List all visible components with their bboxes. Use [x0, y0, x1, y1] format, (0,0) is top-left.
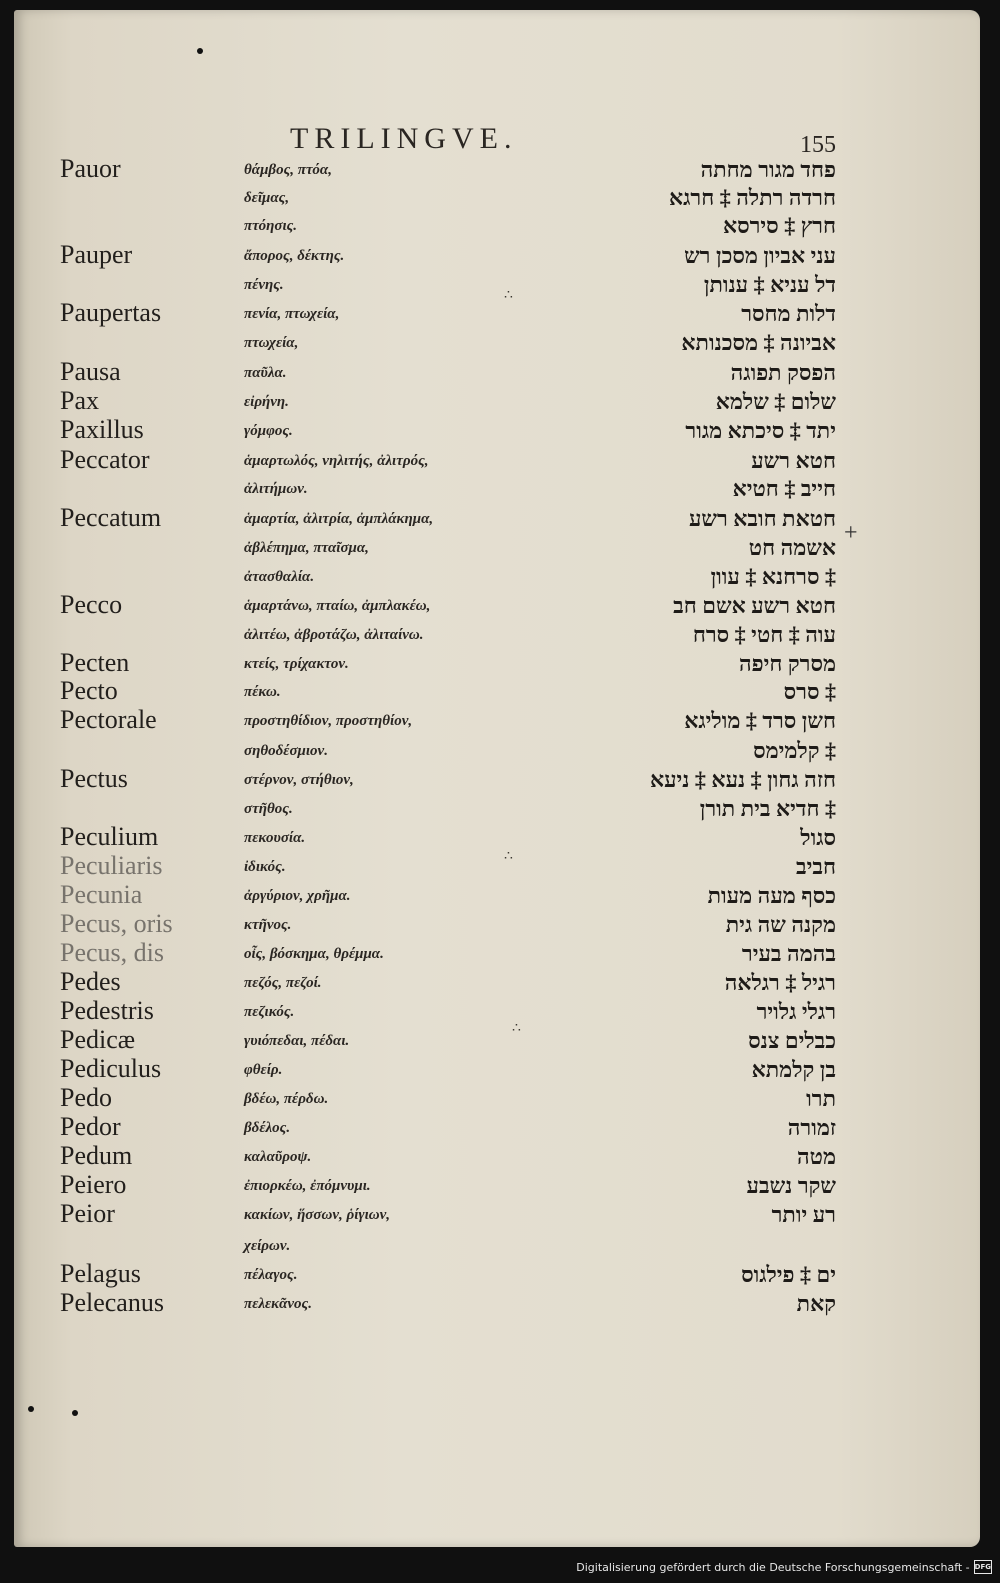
- entry-row: [14, 996, 980, 1030]
- greek-equivalent: ἀλιτήμων.: [244, 481, 308, 497]
- hebrew-equivalent: בן קלמתא: [751, 1057, 836, 1082]
- latin-headword: Pauper: [60, 240, 133, 269]
- entry-row: [14, 331, 980, 361]
- hebrew-equivalent: חזה גחון ‡ נעא ‡ ניעא: [649, 767, 836, 792]
- entry-row: [14, 648, 980, 682]
- ink-spot: [197, 48, 203, 54]
- hebrew-equivalent: תרו: [806, 1086, 836, 1111]
- latin-headword: Peccatum: [60, 503, 162, 532]
- greek-equivalent: κτείς, τρίχακτον.: [244, 656, 349, 672]
- latin-headword: Pelecanus: [60, 1288, 164, 1317]
- greek-equivalent: ἁμαρτάνω, πταίω, ἀμπλακέω,: [244, 598, 431, 614]
- page-number: 155: [800, 132, 836, 158]
- greek-equivalent: ἀργύριον, χρῆμα.: [244, 888, 351, 904]
- greek-equivalent: βδέω, πέρδω.: [244, 1091, 329, 1107]
- greek-equivalent: δεῖμας,: [244, 190, 290, 206]
- hebrew-equivalent: ‡ קלמימס: [753, 738, 836, 763]
- hebrew-equivalent: יתד ‡ סיכתא מגור: [685, 418, 836, 443]
- greek-equivalent: ἰδικός.: [244, 859, 286, 875]
- hebrew-equivalent: רגיל ‡ רגלאה: [724, 970, 836, 995]
- hebrew-equivalent: אביונה ‡ מסכנותא: [681, 330, 836, 355]
- greek-equivalent: παῦλα.: [244, 365, 287, 381]
- entry-row: [14, 1112, 980, 1146]
- greek-equivalent: πεκουσία.: [244, 830, 306, 846]
- entry-row: [14, 623, 980, 653]
- greek-equivalent: πενία, πτωχεία,: [244, 306, 340, 322]
- ink-spot: [28, 1406, 34, 1412]
- latin-headword: Pedum: [60, 1141, 133, 1170]
- greek-equivalent: πεζικός.: [244, 1004, 295, 1020]
- latin-headword: Pelagus: [60, 1259, 141, 1288]
- hebrew-equivalent: חייב ‡ חטיא: [732, 476, 836, 501]
- greek-equivalent: πελεκᾶνος.: [244, 1296, 312, 1312]
- latin-headword: Pecco: [60, 590, 123, 619]
- latin-headword: Pectorale: [60, 705, 157, 734]
- hebrew-equivalent: הפסק תפוגה: [730, 360, 836, 385]
- entry-row: [14, 739, 980, 769]
- entry-row: [14, 938, 980, 972]
- greek-equivalent: πτωχεία,: [244, 335, 299, 351]
- greek-equivalent: ἀβλέπημα, πταῖσμα,: [244, 540, 369, 556]
- greek-equivalent: ἀλιτέω, ἀβροτάζω, ἀλιταίνω.: [244, 627, 424, 643]
- greek-equivalent: θάμβος, πτόα,: [244, 162, 332, 178]
- running-title: TRILINGVE.: [290, 122, 518, 155]
- greek-equivalent: ἄπορος, δέκτης.: [244, 248, 345, 264]
- hebrew-equivalent: רע יותר: [771, 1202, 836, 1227]
- greek-equivalent: σηθοδέσμιον.: [244, 743, 328, 759]
- entry-row: [14, 590, 980, 624]
- entry-row: [14, 240, 980, 274]
- hebrew-equivalent: שקר נשבע: [746, 1173, 836, 1198]
- entry-row: [14, 357, 980, 391]
- ink-spot: [72, 1410, 78, 1416]
- hebrew-equivalent: עני אביון מסכן רש: [684, 243, 836, 268]
- latin-headword: Pausa: [60, 357, 121, 386]
- hebrew-equivalent: דלות מחסר: [741, 301, 836, 326]
- greek-equivalent: πτόησις.: [244, 218, 298, 234]
- hebrew-equivalent: כסף מעה מעות: [707, 883, 836, 908]
- latin-headword: Peiero: [60, 1170, 127, 1199]
- latin-headword: Pedes: [60, 967, 121, 996]
- hebrew-equivalent: זמורה: [787, 1115, 836, 1140]
- latin-headword: Pecus, dis: [60, 938, 164, 967]
- hebrew-equivalent: פחד מגור מחתה: [700, 157, 836, 182]
- greek-equivalent: πένης.: [244, 277, 284, 293]
- greek-equivalent: κακίων, ἥσσων, ῥίγιων,: [244, 1207, 391, 1223]
- greek-equivalent: καλαῦροψ.: [244, 1149, 312, 1165]
- greek-equivalent: ἁμαρτωλός, νηλιτής, ἀλιτρός,: [244, 453, 429, 469]
- hebrew-equivalent: ‡ חדיא בית תורן: [699, 796, 836, 821]
- latin-headword: Pedo: [60, 1083, 112, 1112]
- entry-row: [14, 676, 980, 710]
- footer: [576, 1556, 992, 1578]
- hebrew-equivalent: בהמה בעיר: [741, 941, 836, 966]
- margin-dots-mark: ∴: [512, 1021, 521, 1036]
- entry-row: [14, 298, 980, 332]
- entry-row: [14, 503, 980, 537]
- latin-headword: Pedicæ: [60, 1025, 136, 1054]
- latin-headword: Pectus: [60, 764, 128, 793]
- hebrew-equivalent: אשמה חט: [748, 535, 836, 560]
- hebrew-equivalent: חטאת חובא רשע: [688, 506, 836, 531]
- greek-equivalent: πέλαγος.: [244, 1267, 298, 1283]
- greek-equivalent: κτῆνος.: [244, 917, 292, 933]
- margin-dots-mark: ∴: [504, 288, 513, 303]
- entry-row: [14, 851, 980, 885]
- entry-row: [14, 1141, 980, 1175]
- hebrew-equivalent: חטא רשע אשם חב: [673, 593, 836, 618]
- dfg-logo: DFG: [974, 1560, 992, 1574]
- greek-equivalent: ἐπιορκέω, ἐπόμνυμι.: [244, 1178, 371, 1194]
- hebrew-equivalent: סגול: [800, 825, 836, 850]
- latin-headword: Peculium: [60, 822, 159, 851]
- book-page: [14, 10, 980, 1547]
- hebrew-equivalent: מקנה שה גית: [725, 912, 836, 937]
- margin-dots-mark: ∴: [504, 849, 513, 864]
- greek-equivalent: ἀτασθαλία.: [244, 569, 315, 585]
- entry-row: [14, 967, 980, 1001]
- entry-row: [14, 1199, 980, 1233]
- funding-notice: Digitalisierung gefördert durch die Deutsche Forschungsgemeinschaft -: [576, 1560, 970, 1574]
- entry-row: [14, 415, 980, 449]
- latin-headword: Pax: [60, 386, 99, 415]
- latin-headword: Pecunia: [60, 880, 143, 909]
- greek-equivalent: γυιόπεδαι, πέδαι.: [244, 1033, 350, 1049]
- greek-equivalent: πέκω.: [244, 684, 281, 700]
- latin-headword: Pecto: [60, 676, 118, 705]
- greek-equivalent: εἰρήνη.: [244, 394, 289, 410]
- latin-headword: Peior: [60, 1199, 115, 1228]
- greek-equivalent: προστηθίδιον, προστηθίον,: [244, 713, 413, 729]
- hebrew-equivalent: רגלי גלויר: [756, 999, 836, 1024]
- entry-row: [14, 1288, 980, 1322]
- latin-headword: Pediculus: [60, 1054, 162, 1083]
- entry-row: [14, 1170, 980, 1204]
- entry-row: [14, 1083, 980, 1117]
- hebrew-equivalent: דל עניא ‡ ענותן: [703, 272, 836, 297]
- entry-row: [14, 797, 980, 827]
- hebrew-equivalent: קאת: [796, 1291, 836, 1316]
- hebrew-equivalent: חביב: [796, 854, 836, 879]
- latin-headword: Pedor: [60, 1112, 121, 1141]
- latin-headword: Paupertas: [60, 298, 162, 327]
- greek-equivalent: χείρων.: [244, 1238, 291, 1254]
- latin-headword: Peculiaris: [60, 851, 163, 880]
- latin-headword: Pauor: [60, 154, 121, 183]
- hebrew-equivalent: ים ‡ פילגוס: [741, 1262, 836, 1287]
- entry-row: [14, 536, 980, 566]
- entry-row: [14, 154, 980, 188]
- greek-equivalent: γόμφος.: [244, 423, 293, 439]
- entry-row: [14, 214, 980, 244]
- hebrew-equivalent: כבלים צנס: [748, 1028, 836, 1053]
- margin-cross-mark: +: [844, 520, 858, 546]
- greek-equivalent: στέρνον, στήθιον,: [244, 772, 354, 788]
- hebrew-equivalent: חרדה רתלה ‡ חרגא: [669, 185, 836, 210]
- latin-headword: Peccator: [60, 445, 150, 474]
- entry-row: [14, 1054, 980, 1088]
- hebrew-equivalent: חטא רשע: [751, 448, 836, 473]
- greek-equivalent: οἶς, βόσκημα, θρέμμα.: [244, 946, 384, 962]
- greek-equivalent: στῆθος.: [244, 801, 293, 817]
- hebrew-equivalent: עוה ‡ חטי ‡ סרח: [692, 622, 836, 647]
- entry-row: [14, 565, 980, 595]
- latin-headword: Pecten: [60, 648, 130, 677]
- latin-headword: Paxillus: [60, 415, 144, 444]
- hebrew-equivalent: מטה: [797, 1144, 836, 1169]
- entry-row: [14, 1234, 980, 1264]
- greek-equivalent: πεζός, πεζοί.: [244, 975, 322, 991]
- entry-row: [14, 186, 980, 216]
- hebrew-equivalent: ‡ סרס: [783, 679, 836, 704]
- greek-equivalent: ἁμαρτία, ἀλιτρία, ἀμπλάκημα,: [244, 511, 434, 527]
- hebrew-equivalent: ‡ סרחנא ‡ עוון: [710, 564, 836, 589]
- greek-equivalent: φθείρ.: [244, 1062, 283, 1078]
- entry-row: [14, 445, 980, 479]
- latin-headword: Pecus, oris: [60, 909, 173, 938]
- hebrew-equivalent: שלום ‡ שלמא: [715, 389, 836, 414]
- hebrew-equivalent: מסרק חיפה: [738, 651, 836, 676]
- hebrew-equivalent: חשן סרד ‡ מוליגא: [684, 708, 836, 733]
- greek-equivalent: βδέλος.: [244, 1120, 291, 1136]
- entry-row: [14, 764, 980, 798]
- hebrew-equivalent: חרץ ‡ סירסא: [722, 213, 836, 238]
- entry-row: [14, 705, 980, 739]
- entry-row: [14, 386, 980, 420]
- latin-headword: Pedestris: [60, 996, 154, 1025]
